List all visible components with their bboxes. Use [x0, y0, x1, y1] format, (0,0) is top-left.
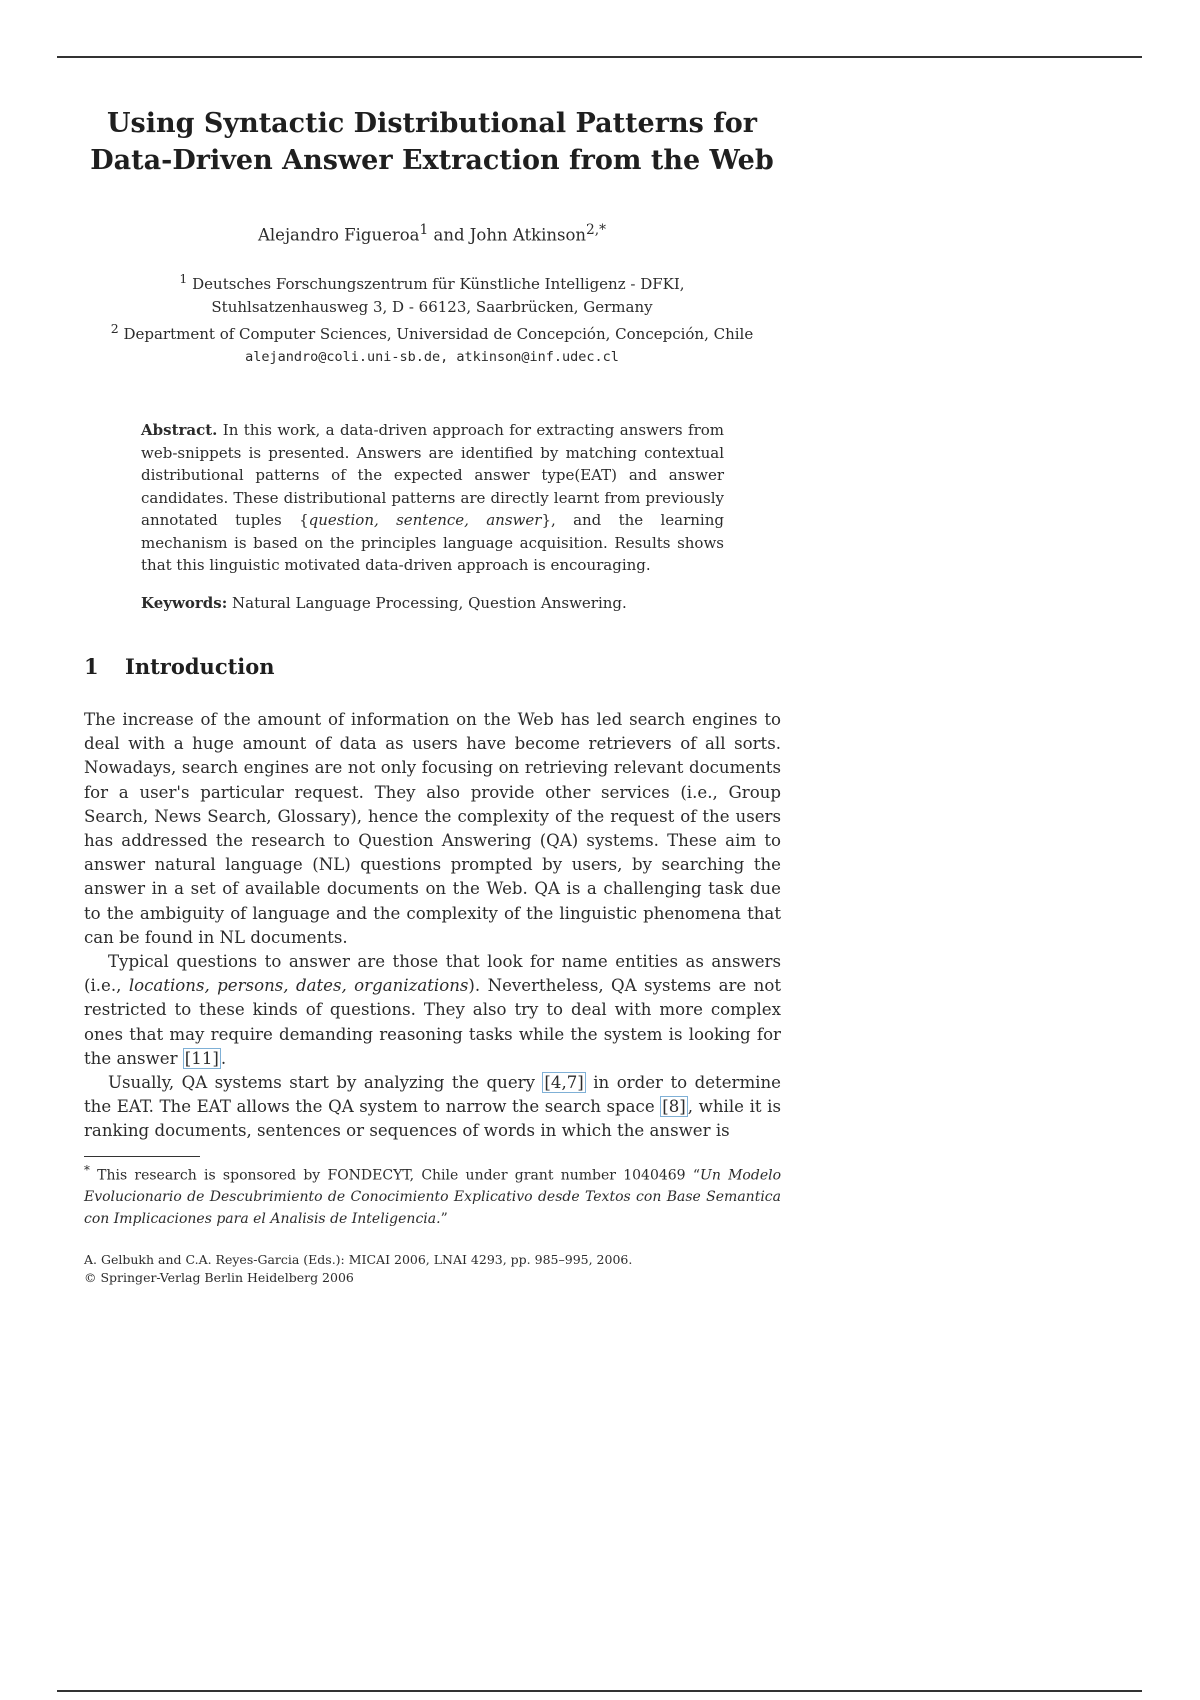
section-number: 1 — [84, 654, 99, 679]
footnote-mark: * — [84, 1163, 90, 1177]
footnote — [84, 1160, 781, 1230]
author-name: Alejandro Figueroa — [257, 225, 420, 245]
abstract-text-end: }, and the learning mechanism is based on the principles language acquisition. Results shows that this linguistic motivated data-driven approach is encouraging. — [141, 511, 724, 574]
keywords-label: Keywords: — [141, 594, 228, 612]
affil-text: Deutsches Forschungszentrum für Künstliche Intelligenz - DFKI, — [192, 275, 685, 293]
paragraph-2 — [84, 950, 781, 1071]
italic-run: locations, persons, dates, organizations — [128, 976, 469, 996]
keywords-text: Natural Language Processing, Question Answering. — [232, 594, 627, 612]
author-affil-mark: 2,* — [586, 222, 607, 238]
affiliation-2 — [60, 318, 804, 346]
body-text — [84, 708, 781, 1144]
text-run: . — [220, 1048, 227, 1068]
citation-link[interactable]: [8] — [662, 1097, 686, 1117]
text-run: in order to determine the EAT. The EAT allows the QA system to narrow the search space — [84, 1073, 781, 1117]
abstract-text: In this work, a data-driven approach for extracting answers from web-snippets is presented. Answers are identified by matching contextual distributional patterns of the expected answer type(EAT) and answer candidates. These distributional patterns are directly learnt from previously annotated tuples { — [141, 421, 724, 529]
citation-link[interactable]: [4,7] — [544, 1073, 584, 1093]
citation-link[interactable]: [11] — [184, 1048, 219, 1068]
affil-mark: 1 — [179, 271, 188, 286]
abstract-tuple: question, sentence, answer — [308, 511, 542, 529]
section-title: Introduction — [125, 654, 275, 679]
text-run: Usually, QA systems start by analyzing the query — [108, 1073, 543, 1093]
author-line — [60, 222, 804, 245]
text-run: Typical questions to answer are those that look for name entities as answers (i.e., — [84, 952, 781, 996]
paragraph-1: The increase of the amount of information on the Web has led search engines to deal with a huge amount of data as users have become retrievers of all sorts. Nowadays, search engines are not only focusing on retrieving relevant documents for a user's particular request. They also provide other services (i.e., Group Search, News Search, Glossary), hence the complexity of the request of the users has addressed the research to Question Answering (QA) systems. These aim to answer natural language (NL) questions prompted by users, by searching the answer in a set of available documents on the Web. QA is a challenging task due to the ambiguity of language and the complexity of the linguistic phenomena that can be found in NL documents. — [84, 710, 781, 947]
paper-title — [60, 105, 804, 179]
paragraph-3 — [84, 1071, 781, 1144]
section-heading — [84, 654, 275, 679]
author-conjunction: and — [433, 225, 465, 245]
title-line-1: Using Syntactic Distributional Patterns for — [106, 108, 758, 139]
affil-text: Department of Computer Sciences, Universidad de Concepción, Concepción, Chile — [123, 325, 754, 343]
imprint — [84, 1251, 781, 1286]
bottom-rule — [57, 1690, 1142, 1692]
affil-mark: 2 — [110, 321, 119, 336]
title-line-2: Data-Driven Answer Extraction from the Web — [90, 145, 774, 176]
text-run: , while it is ranking documents, sentences or sequences of words in which the answer is — [84, 1097, 781, 1141]
imprint-citation: A. Gelbukh and C.A. Reyes-Garcia (Eds.): MICAI 2006, LNAI 4293, pp. 985–995, 2006. — [84, 1252, 633, 1267]
footnote-text: This research is sponsored by FONDECYT, Chile under grant number 1040469 “ — [97, 1167, 701, 1184]
affiliation-1-address: Stuhlsatzenhausweg 3, D - 66123, Saarbrücken, Germany — [211, 297, 653, 316]
imprint-copyright: © Springer-Verlag Berlin Heidelberg 2006 — [84, 1269, 354, 1285]
text-run: ). Nevertheless, QA systems are not restricted to these kinds of questions. They also try to deal with more complex ones that may require demanding reasoning tasks while the system is looking for the answer — [84, 976, 782, 1068]
abstract-label: Abstract. — [141, 421, 218, 439]
keywords — [141, 592, 724, 615]
footnote-italic: Un Modelo Evolucionario de Descubrimiento de Conocimiento Explicativo desde Textos con Base Semantica con Implicaciones para el Analisis de Inteligencia. — [84, 1167, 782, 1227]
author-emails: alejandro@coli.uni-sb.de, atkinson@inf.udec.cl — [245, 348, 619, 365]
top-rule — [57, 56, 1142, 58]
abstract — [141, 419, 724, 577]
author-name: John Atkinson — [469, 225, 587, 245]
affiliations — [60, 268, 804, 368]
footnote-rule — [84, 1156, 200, 1157]
author-affil-mark: 1 — [419, 222, 429, 238]
affiliation-1 — [60, 268, 804, 296]
footnote-close: ” — [440, 1210, 448, 1227]
